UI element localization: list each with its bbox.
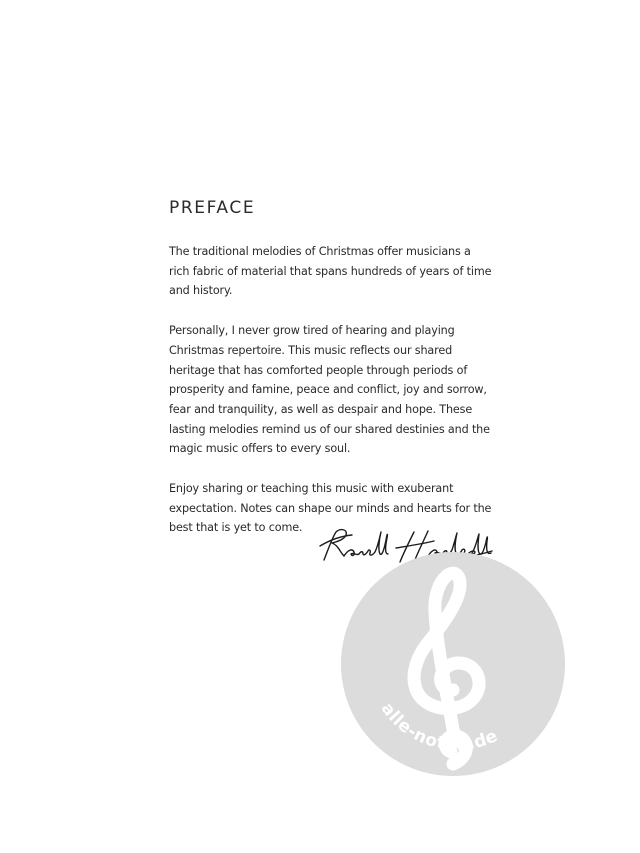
watermark-text: alle-noten.de bbox=[376, 699, 502, 756]
preface-body bbox=[169, 242, 499, 558]
text-line: rich fabric of material that spans hundreds of years of time bbox=[169, 264, 492, 278]
text-line: expectation. Notes can shape our minds and hearts for the bbox=[169, 501, 492, 515]
text-line: heritage that has comforted people through periods of bbox=[169, 363, 468, 377]
text-line: The traditional melodies of Christmas offer musicians a bbox=[169, 245, 471, 258]
text-line: fear and tranquility, as well as despair and hope. These bbox=[169, 402, 473, 416]
text-line: best that is yet to come. bbox=[169, 521, 303, 535]
text-line: lasting melodies remind us of our shared destinies and the bbox=[169, 422, 490, 436]
page-title: PREFACE bbox=[169, 198, 256, 218]
paragraph-1 bbox=[169, 242, 499, 301]
text-line: Personally, I never grow tired of hearing and playing bbox=[169, 324, 455, 338]
paragraph-2 bbox=[169, 321, 499, 459]
text-line: Enjoy sharing or teaching this music with exuberant bbox=[169, 482, 454, 496]
text-line: prosperity and famine, peace and conflict, joy and sorrow, bbox=[169, 383, 487, 397]
text-line: and history. bbox=[169, 284, 233, 298]
text-line: Christmas repertoire. This music reflects our shared bbox=[169, 343, 453, 357]
text-line: magic music offers to every soul. bbox=[169, 442, 351, 456]
watermark-seal bbox=[341, 552, 565, 776]
